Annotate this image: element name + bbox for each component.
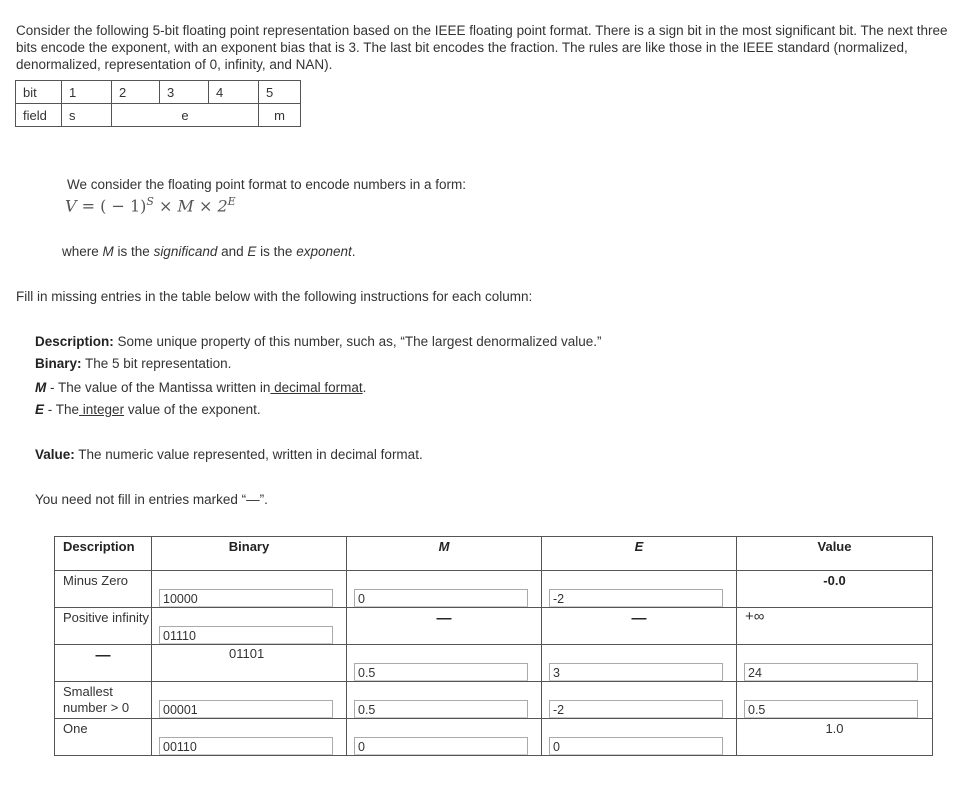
- instr-text: Some unique property of this number, such as, “The largest denormalized value.”: [113, 334, 602, 349]
- value-text: -0.0: [823, 573, 846, 588]
- where-m: M: [102, 244, 114, 259]
- value-input[interactable]: 24: [744, 663, 918, 681]
- e-input[interactable]: -2: [549, 589, 723, 607]
- formula-eq: = ( − 1): [76, 196, 147, 216]
- e-input[interactable]: 3: [549, 663, 723, 681]
- formula-v: V: [65, 196, 77, 216]
- answer-table: [54, 536, 933, 756]
- table-row: [55, 571, 933, 608]
- where-e: E: [247, 244, 257, 259]
- value-cell: [737, 608, 933, 645]
- m-cell: [347, 571, 542, 608]
- binary-input[interactable]: 00001: [159, 700, 333, 718]
- fill-instruction: Fill in missing entries in the table below with the following instructions for each column:: [16, 289, 533, 304]
- field-s-cell: s: [62, 104, 112, 127]
- binary-cell: [152, 719, 347, 756]
- formula: [65, 195, 236, 215]
- instr-description: [35, 334, 602, 349]
- binary-input[interactable]: 10000: [159, 589, 333, 607]
- value-cell: [737, 719, 933, 756]
- value-text: 1.0: [825, 721, 844, 736]
- desc-text: Positive infinity: [63, 610, 149, 625]
- where-text: where: [62, 244, 103, 259]
- header-row: [55, 537, 933, 571]
- e-cell: [542, 571, 737, 608]
- bit-4-cell: 4: [209, 81, 259, 104]
- field-header-cell: field: [16, 104, 62, 127]
- instr-binary: [35, 356, 231, 371]
- table-row: [55, 719, 933, 756]
- where-significand: significand: [153, 244, 218, 259]
- instr-label: Description:: [35, 334, 114, 349]
- not-required-dash: —: [436, 610, 452, 627]
- m-input[interactable]: 0: [354, 589, 528, 607]
- bit-row: [16, 81, 301, 104]
- desc-cell: [55, 571, 152, 608]
- m-cell: [347, 608, 542, 645]
- desc-cell: [55, 682, 152, 719]
- instr-label: M: [35, 380, 47, 395]
- e-cell: [542, 608, 737, 645]
- table-row: [55, 682, 933, 719]
- where-exponent: exponent: [296, 244, 352, 259]
- m-cell: [347, 682, 542, 719]
- where-text: is the: [113, 244, 154, 259]
- bit-5-cell: 5: [259, 81, 301, 104]
- binary-cell: [152, 645, 347, 682]
- binary-cell: [152, 608, 347, 645]
- header-e: E: [542, 537, 737, 571]
- desc-cell: [55, 608, 152, 645]
- binary-input[interactable]: 00110: [159, 737, 333, 755]
- desc-cell: [55, 719, 152, 756]
- e-input[interactable]: -2: [549, 700, 723, 718]
- m-cell: [347, 719, 542, 756]
- where-text: is the: [256, 244, 297, 259]
- header-binary: Binary: [152, 537, 347, 571]
- e-cell: [542, 645, 737, 682]
- m-input[interactable]: 0: [354, 737, 528, 755]
- instr-text: The 5 bit representation.: [81, 356, 232, 371]
- m-input[interactable]: 0.5: [354, 700, 528, 718]
- bit-layout-table: [15, 80, 301, 127]
- e-cell: [542, 682, 737, 719]
- instr-underlined: decimal format: [270, 380, 363, 395]
- instr-text: - The value of the Mantissa written in: [46, 380, 271, 395]
- formula-mid: × M × 2: [153, 196, 228, 216]
- field-m-cell: m: [259, 104, 301, 127]
- bit-3-cell: 3: [160, 81, 209, 104]
- not-required-dash: —: [95, 647, 111, 664]
- binary-input[interactable]: 01110: [159, 626, 333, 644]
- value-cell: [737, 645, 933, 682]
- bit-header-cell: bit: [16, 81, 62, 104]
- instr-label: Value:: [35, 447, 75, 462]
- m-input[interactable]: 0.5: [354, 663, 528, 681]
- value-input[interactable]: 0.5: [744, 700, 918, 718]
- value-cell: [737, 571, 933, 608]
- instr-value: [35, 447, 423, 462]
- instr-label: E: [35, 402, 45, 417]
- desc-text: Minus Zero: [63, 573, 129, 588]
- instr-text: .: [362, 380, 367, 395]
- binary-text: 01101: [229, 646, 265, 661]
- e-input[interactable]: 0: [549, 737, 723, 755]
- formula-exp-e: E: [227, 195, 236, 208]
- field-row: [16, 104, 301, 127]
- form-intro: We consider the floating point format to encode numbers in a form:: [67, 177, 466, 192]
- instr-e: [35, 402, 261, 417]
- desc-text: Smallest number > 0: [63, 684, 130, 715]
- intro-paragraph: Consider the following 5-bit floating point representation based on the IEEE floating point format. There is a sign bit in the most significant bit. The next three bits encode the exponent, with an exponent bias that is 3. The last bit encodes the fraction. The rules are like those in the IEEE standard (normalized, denormalized, representation of 0, infinity, and NAN).: [16, 23, 948, 72]
- binary-cell: [152, 682, 347, 719]
- bit-1-cell: 1: [62, 81, 112, 104]
- where-line: [62, 244, 356, 259]
- formula-exp-s: S: [146, 195, 154, 208]
- instr-note: You need not fill in entries marked “—”.: [35, 492, 268, 507]
- m-cell: [347, 645, 542, 682]
- field-e-cell: e: [112, 104, 259, 127]
- value-text: +∞: [745, 608, 765, 625]
- instr-m: [35, 380, 366, 395]
- where-text: and: [217, 244, 248, 259]
- header-description: Description: [55, 537, 152, 571]
- instr-text: - The: [44, 402, 80, 417]
- e-cell: [542, 719, 737, 756]
- header-m: M: [347, 537, 542, 571]
- where-text: .: [351, 244, 356, 259]
- table-row: [55, 608, 933, 645]
- bit-2-cell: 2: [112, 81, 160, 104]
- not-required-dash: —: [631, 610, 647, 627]
- value-cell: [737, 682, 933, 719]
- header-value: Value: [737, 537, 933, 571]
- desc-text: One: [63, 721, 88, 736]
- instr-text: The numeric value represented, written in decimal format.: [74, 447, 423, 462]
- instr-text: value of the exponent.: [124, 402, 261, 417]
- desc-cell: [55, 645, 152, 682]
- instr-label: Binary:: [35, 356, 82, 371]
- table-row: [55, 645, 933, 682]
- instr-underlined: integer: [79, 402, 125, 417]
- binary-cell: [152, 571, 347, 608]
